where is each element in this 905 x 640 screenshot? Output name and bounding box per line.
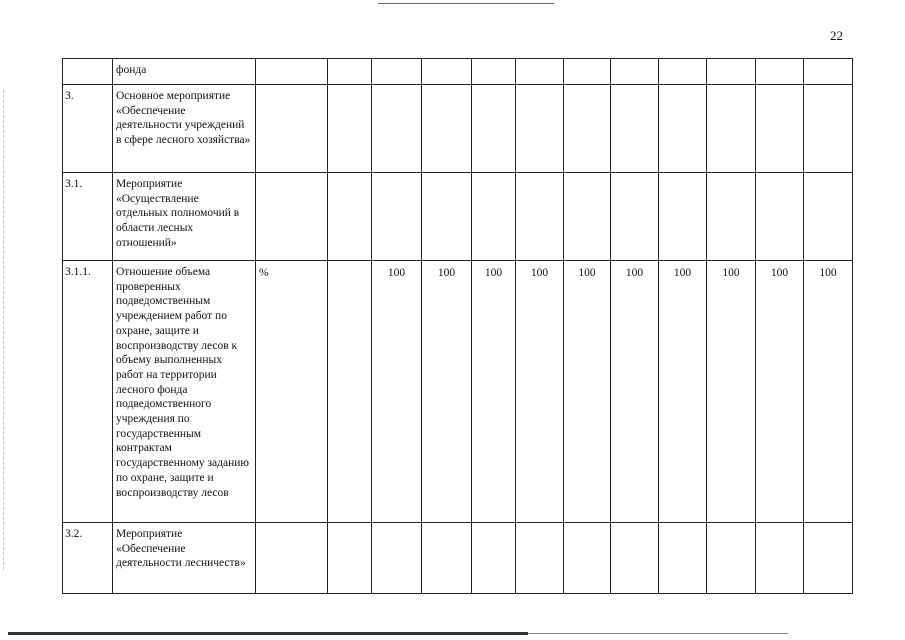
row-code: 3.1. (63, 173, 113, 261)
empty-cell (328, 85, 372, 173)
row-name: Основное мероприятие «Обеспечение деятельности учреждений в сфере лесного хозяйства» (113, 85, 256, 173)
table-row (63, 523, 853, 594)
row-unit (256, 173, 328, 261)
empty-cell (328, 173, 372, 261)
row-value (422, 59, 472, 85)
row-value (804, 523, 853, 594)
row-value (611, 523, 659, 594)
row-value: 100 (756, 261, 804, 523)
row-value (516, 523, 564, 594)
row-value: 100 (422, 261, 472, 523)
row-value (564, 523, 611, 594)
row-value (659, 85, 707, 173)
row-value (611, 85, 659, 173)
row-value (611, 173, 659, 261)
row-value (422, 173, 472, 261)
row-value (707, 59, 756, 85)
row-code: 3.2. (63, 523, 113, 594)
row-value (564, 59, 611, 85)
row-value (372, 173, 422, 261)
empty-cell (328, 59, 372, 85)
row-value (659, 523, 707, 594)
row-value (472, 173, 516, 261)
row-value (707, 85, 756, 173)
row-value (564, 85, 611, 173)
empty-cell (328, 523, 372, 594)
row-value (804, 173, 853, 261)
row-value (756, 173, 804, 261)
row-value (707, 173, 756, 261)
row-value (659, 173, 707, 261)
row-value: 100 (564, 261, 611, 523)
row-unit (256, 59, 328, 85)
row-name: Мероприятие «Осуществление отдельных полномочий в области лесных отношений» (113, 173, 256, 261)
row-code: 3.1.1. (63, 261, 113, 523)
row-value (422, 523, 472, 594)
row-value (516, 173, 564, 261)
page-number: 22 (830, 28, 843, 43)
row-name: Отношение объема проверенных подведомственным учреждением работ по охране, защите и воспроизводству лесов к объему выполненных работ на территории лесного фонда подведомственного учреждения по государственным контрактам государственному заданию по охране, защите и воспроизводству лесов (113, 261, 256, 523)
row-value: 100 (372, 261, 422, 523)
row-value (516, 59, 564, 85)
row-unit: % (256, 261, 328, 523)
indicator-table (62, 58, 853, 594)
row-value (472, 523, 516, 594)
row-value: 100 (707, 261, 756, 523)
row-value (611, 59, 659, 85)
table-row (63, 261, 853, 523)
top-rule (378, 3, 554, 4)
row-unit (256, 523, 328, 594)
row-value: 100 (472, 261, 516, 523)
row-value (756, 85, 804, 173)
row-value: 100 (804, 261, 853, 523)
row-code: 3. (63, 85, 113, 173)
row-value: 100 (659, 261, 707, 523)
row-value (372, 59, 422, 85)
row-name: фонда (113, 59, 256, 85)
row-name: Мероприятие «Обеспечение деятельности лесничеств» (113, 523, 256, 594)
row-value (659, 59, 707, 85)
row-value (372, 523, 422, 594)
row-value (564, 173, 611, 261)
row-value (472, 85, 516, 173)
left-margin-dots (3, 90, 4, 570)
row-value (707, 523, 756, 594)
row-value (804, 59, 853, 85)
row-value: 100 (516, 261, 564, 523)
table-row (63, 173, 853, 261)
row-value (804, 85, 853, 173)
row-value: 100 (611, 261, 659, 523)
table-row (63, 59, 853, 85)
row-value (372, 85, 422, 173)
row-value (472, 59, 516, 85)
bottom-rule (8, 632, 528, 635)
table-row (63, 85, 853, 173)
row-code (63, 59, 113, 85)
row-unit (256, 85, 328, 173)
bottom-rule-thin (528, 633, 788, 634)
empty-cell (328, 261, 372, 523)
row-value (756, 523, 804, 594)
row-value (756, 59, 804, 85)
row-value (422, 85, 472, 173)
row-value (516, 85, 564, 173)
